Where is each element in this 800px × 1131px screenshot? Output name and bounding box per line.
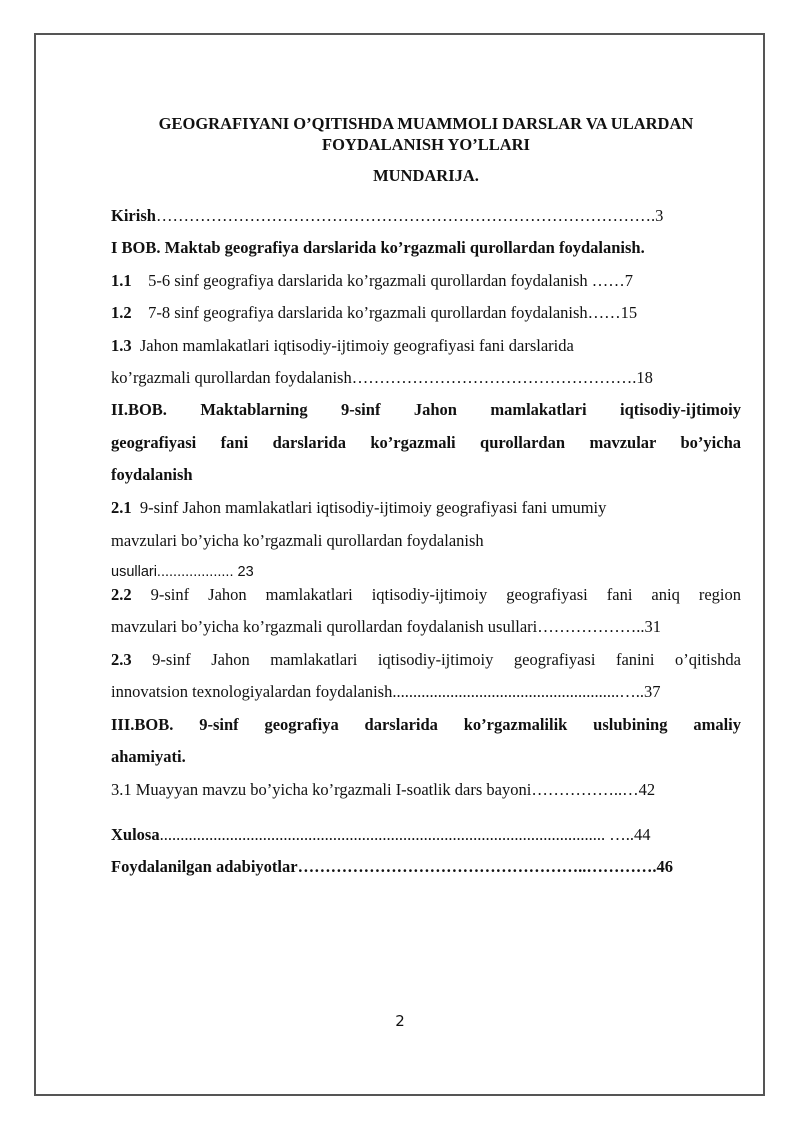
toc-label-kirish: Kirish	[111, 206, 156, 225]
toc-text-1-3-line-2: ko’rgazmali qurollardan foydalanish…………………………………………….18	[111, 368, 653, 387]
toc-text-2-1-line-3: usullari................... 23	[111, 564, 254, 580]
toc-entry-2-2-line-1	[111, 584, 741, 606]
document-title-line-1: GEOGRAFIYANI O’QITISHDA MUAMMOLI DARSLAR VA ULARDAN	[158, 114, 694, 133]
toc-entry-1-1	[111, 270, 741, 292]
toc-entry-kirish	[111, 205, 741, 227]
toc-chapter-1: I BOB. Maktab geografiya darslarida ko’rgazmali qurollardan foydalanish.	[111, 238, 645, 257]
toc-num-1-2: 1.2	[111, 303, 132, 322]
toc-text-1-1: 5-6 sinf geografiya darslarida ko’rgazmali qurollardan foydalanish ……7	[148, 271, 634, 290]
toc-text-2-1-line-1: 9-sinf Jahon mamlakatlari iqtisodiy-ijtimoiy geografiyasi fani umumiy	[139, 498, 607, 517]
toc-chapter-2-line-1: II.BOB. Maktablarning 9-sinf Jahon mamlakatlari iqtisodiy-ijtimoiy	[111, 400, 741, 419]
toc-heading: MUNDARIJA.	[373, 166, 479, 185]
toc-entry-1-3	[111, 335, 741, 357]
toc-num-1-1: 1.1	[111, 271, 132, 290]
toc-entry-2-1	[111, 497, 741, 519]
toc-leader-kirish: ……………………………………………………………………………….3	[155, 206, 664, 225]
toc-num-2-1: 2.1	[111, 498, 132, 517]
toc-chapter-3-line-2: ahamiyati.	[111, 747, 186, 766]
toc-num-2-3: 2.3	[111, 650, 132, 669]
toc-entry-xulosa	[111, 824, 741, 846]
toc-chapter-3-line-1: III.BOB. 9-sinf geografiya darslarida ko’rgazmalilik uslubining amaliy	[111, 715, 741, 734]
toc-num-2-2: 2.2	[111, 585, 132, 604]
toc-entry-1-2	[111, 302, 741, 324]
toc-chapter-2-line-2: geografiyasi fani darslarida ko’rgazmali qurollardan mavzular bo’yicha	[111, 433, 741, 452]
toc-text-2-2-line-1: 9-sinf Jahon mamlakatlari iqtisodiy-ijtimoiy geografiyasi fani aniq region	[150, 585, 741, 604]
toc-text-1-2: 7-8 sinf geografiya darslarida ko’rgazmali qurollardan foydalanish……15	[148, 303, 638, 322]
toc-entry-2-3-line-1	[111, 649, 741, 671]
toc-leader-xulosa: ............................................................................................................ …..44	[159, 825, 651, 844]
document-title-line-2: FOYDALANISH YO’LLARI	[322, 135, 530, 154]
toc-text-2-1-line-2: mavzulari bo’yicha ko’rgazmali qurollardan foydalanish	[111, 531, 484, 550]
toc-text-2-3-line-2: innovatsion texnologiyalardan foydalanish.......................................................…..37	[111, 682, 661, 701]
toc-entry-3-1: 3.1 Muayyan mavzu bo’yicha ko’rgazmali I-soatlik dars bayoni……………..…42	[111, 780, 656, 799]
toc-entry-adabiyotlar: Foydalanilgan adabiyotlar……………………………………………..………….46	[111, 857, 673, 876]
toc-chapter-2-line-3: foydalanish	[111, 465, 193, 484]
toc-text-2-3-line-1: 9-sinf Jahon mamlakatlari iqtisodiy-ijtimoiy geografiyasi fanini o’qitishda	[152, 650, 741, 669]
toc-text-1-3-line-1: Jahon mamlakatlari iqtisodiy-ijtimoiy geografiyasi fani darslarida	[139, 336, 574, 355]
toc-label-xulosa: Xulosa	[111, 825, 160, 844]
toc-text-2-2-line-2: mavzulari bo’yicha ko’rgazmali qurollardan foydalanish usullari………………..31	[111, 617, 662, 636]
page-number: 2	[395, 1012, 405, 1030]
toc-num-1-3: 1.3	[111, 336, 132, 355]
